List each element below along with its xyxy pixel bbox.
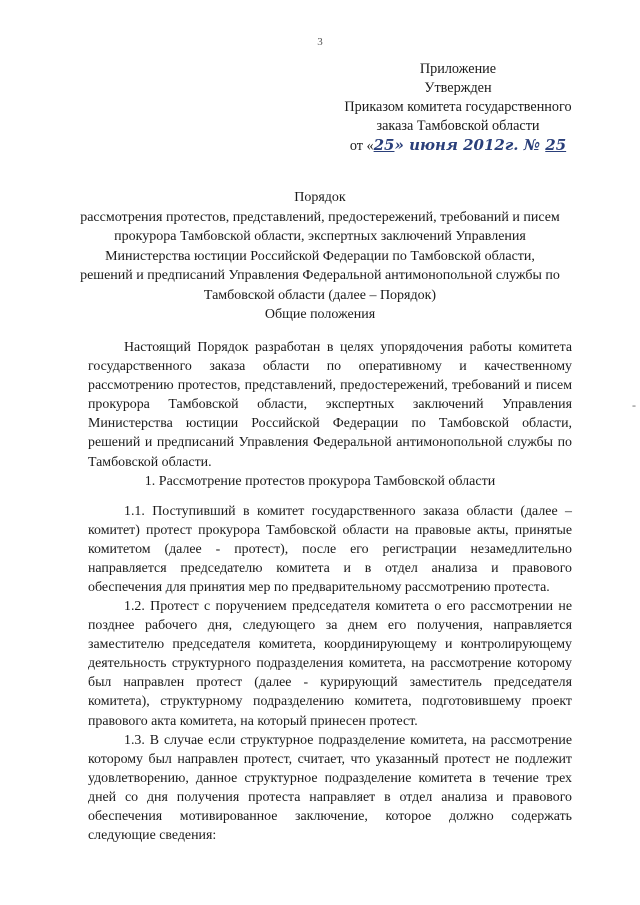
paragraph-line: комитетом (далее - протест), после его регистрации незамедлительно: [88, 542, 572, 558]
approval-line-order: Приказом комитета государственного: [344, 99, 572, 115]
approval-line-date: [318, 136, 598, 156]
margin-mark: -: [632, 398, 636, 412]
handwritten-order-number: 25: [545, 136, 567, 154]
general-provisions-heading: Общие положения: [264, 307, 376, 322]
approval-stamp-block: [318, 60, 598, 156]
paragraph-line: позднее рабочего дня, следующего за днем его получения, направляется: [88, 618, 572, 634]
paragraph-line: удовлетворению, данное структурное подразделение комитета в течение трех: [88, 771, 572, 787]
paragraph-line: комитета), структурному подразделению комитета, подготовившему проект: [88, 694, 572, 710]
paragraph-line: 1.3. В случае если структурное подразделение комитета, на рассмотрение: [124, 733, 572, 748]
paragraph-line: которому был направлен протест, считает, что указанный протест не подлежит: [88, 752, 572, 768]
approval-date-prefix: от «: [349, 138, 374, 154]
paragraph-line: 1.2. Протест с поручением председателя комитета о его рассмотрении не: [124, 599, 572, 614]
paragraph-line: государственного заказа области по оперативному и качественному: [88, 359, 572, 375]
handwritten-day: 25: [373, 136, 395, 154]
paragraph-1-2: [88, 597, 572, 731]
paragraph-line: был направлен протест (далее - курирующий заместитель председателя: [88, 675, 572, 691]
intro-paragraph: [88, 338, 572, 472]
paragraph-line: комитет) протест прокурора Тамбовской области на правовые акты, принятые: [88, 523, 572, 539]
approval-line-appendix: Приложение: [419, 61, 497, 77]
approval-line-committee: заказа Тамбовской области: [376, 118, 540, 134]
paragraph-line: 1.1. Поступивший в комитет государственного заказа области (далее –: [124, 504, 572, 519]
page-number: 3: [317, 36, 323, 48]
title-line: Министерства юстиции Российской Федерации по Тамбовской области,: [105, 248, 535, 264]
title-line: рассмотрения протестов, представлений, предостережений, требований и писем: [80, 209, 560, 225]
paragraph-1-1: [88, 502, 572, 597]
approval-line-approved: Утвержден: [424, 80, 492, 96]
title-line: Тамбовской области (далее – Порядок): [203, 287, 437, 303]
paragraph-line: дней со дня получения протеста направляет в отдел анализа и правового: [88, 790, 572, 806]
document-title: [70, 188, 570, 305]
title-line: Порядок: [294, 190, 346, 205]
paragraph-line: обеспечения для принятия мер по предварительному рассмотрению протеста.: [88, 580, 550, 596]
paragraph-line: правового акта комитета, на который принесен протест.: [88, 713, 418, 729]
paragraph-line: следующие сведения:: [88, 828, 217, 844]
paragraph-line: заместителю председателя комитета, координирующему и контролирующему: [88, 637, 572, 653]
paragraph-line: направляется председателю комитета и в отдел анализа и правового: [88, 561, 572, 577]
paragraph-line: Министерства юстиции Российской Федерации по Тамбовской области,: [88, 416, 572, 432]
paragraph-line: обеспечения мотивированное заключение, которое должно содержать: [88, 809, 572, 825]
paragraph-1-3: [88, 731, 572, 846]
paragraph-line: Настоящий Порядок разработан в целях упорядочения работы комитета: [124, 340, 572, 355]
handwritten-month-year: » июня 2012г. №: [394, 136, 546, 154]
paragraph-line: прокурора Тамбовской области, экспертных заключений Управления: [88, 397, 572, 413]
paragraph-line: Тамбовской области.: [88, 454, 212, 470]
paragraph-line: деятельность структурного подразделения комитета, на рассмотрение которому: [88, 656, 572, 672]
paragraph-line: решений и предписаний Управления Федеральной антимонопольной службы по: [88, 435, 572, 451]
title-line: решений и предписаний Управления Федеральной антимонопольной службы по: [80, 268, 560, 283]
section-1-heading: 1. Рассмотрение протестов прокурора Тамбовской области: [144, 474, 496, 489]
title-line: прокурора Тамбовской области, экспертных заключений Управления: [114, 229, 526, 244]
paragraph-line: рассмотрению протестов, представлений, предостережений, требований и писем: [88, 378, 572, 394]
